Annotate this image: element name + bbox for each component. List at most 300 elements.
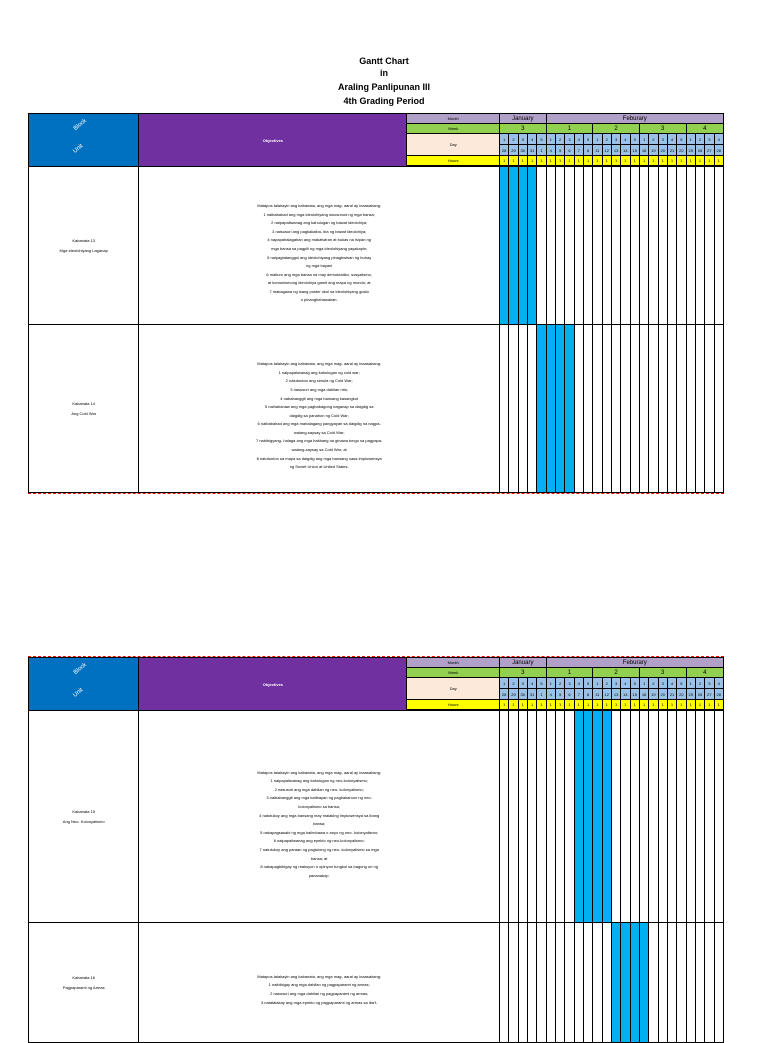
gantt-empty-cell <box>658 325 667 493</box>
objective-line: 7 natutukoy ang paraan ng pagtulong ng neo- kolonyalismo sa mga <box>259 846 379 852</box>
gantt-empty-cell <box>509 711 518 923</box>
month-cell: January <box>499 114 546 124</box>
day-number-cell: 4 <box>667 678 676 689</box>
objective-line: 6 naipapaliwanag ang epekto ng neo-kolonyalismo; <box>273 838 365 844</box>
date-cell: 20 <box>658 689 667 700</box>
date-cell: 28 <box>499 689 508 700</box>
title-line: Gantt Chart <box>359 56 409 66</box>
day-number-cell: 4 <box>714 134 723 145</box>
week-cell: 2 <box>593 668 640 678</box>
hours-cell: 1 <box>509 700 518 710</box>
block-unit-header <box>29 658 139 711</box>
objective-line: 2 nasusuri ang mga dahilan ng neo- kolonyalismo; <box>274 786 364 792</box>
day-number-cell: 4 <box>621 134 630 145</box>
gantt-bar-cell <box>518 167 527 325</box>
gantt-empty-cell <box>649 711 658 923</box>
gantt-empty-cell <box>527 325 536 493</box>
gantt-empty-cell <box>574 923 583 1043</box>
gantt-empty-cell <box>686 923 695 1043</box>
date-cell: 18 <box>639 145 648 156</box>
date-cell: 14 <box>621 145 630 156</box>
day-number-cell: 5 <box>630 678 639 689</box>
objective-line: kolonyalismo sa bansa; <box>298 804 340 810</box>
gantt-empty-cell <box>705 325 714 493</box>
week-cell: 4 <box>686 124 723 134</box>
week-cell: 4 <box>686 668 723 678</box>
hours-cell: 1 <box>527 700 536 710</box>
gantt-empty-cell <box>593 167 602 325</box>
month-label: Month <box>407 658 500 668</box>
day-number-cell: 4 <box>714 678 723 689</box>
gantt-empty-cell <box>621 711 630 923</box>
objective-line: 4 natutukoy ang mga bansang may malaking impluwensya sa ibang <box>259 812 380 818</box>
date-cell: 21 <box>667 689 676 700</box>
objective-line: walang-saysay sa Cold War; <box>293 429 345 435</box>
hours-cell: 1 <box>565 700 574 710</box>
date-cell: 26 <box>695 145 704 156</box>
hours-cell: 1 <box>630 700 639 710</box>
objective-line: at komunismong ideolohiya gamit ang mapa ng mundo; at <box>267 280 371 286</box>
date-cell: 15 <box>630 689 639 700</box>
gantt-empty-cell <box>518 923 527 1043</box>
day-number-cell: 4 <box>667 134 676 145</box>
hours-cell: 1 <box>565 156 574 166</box>
unit-row <box>29 711 724 923</box>
hours-cell: 1 <box>714 700 723 710</box>
date-cell: 5 <box>555 145 564 156</box>
gantt-empty-cell <box>658 923 667 1043</box>
hours-cell: 1 <box>677 156 686 166</box>
date-cell: 28 <box>714 689 723 700</box>
date-cell: 25 <box>686 145 695 156</box>
block-unit-header <box>29 114 139 167</box>
gantt-empty-cell <box>555 167 564 325</box>
gantt-empty-cell <box>630 711 639 923</box>
objectives-header: Objectives <box>139 658 407 711</box>
day-number-cell: 2 <box>602 134 611 145</box>
gantt-empty-cell <box>537 711 546 923</box>
date-cell: 31 <box>527 145 536 156</box>
week-cell: 3 <box>639 668 686 678</box>
gantt-empty-cell <box>667 167 676 325</box>
gantt-bar-cell <box>555 325 564 493</box>
day-number-cell: 5 <box>630 134 639 145</box>
hours-cell: 1 <box>649 156 658 166</box>
date-cell: 27 <box>705 689 714 700</box>
day-number-cell: 1 <box>499 134 508 145</box>
objective-line: 8 natutunton sa mapa sa daigdig ang mga bansang nasa impluwensya <box>256 455 382 461</box>
date-cell: 11 <box>593 689 602 700</box>
gantt-empty-cell <box>602 923 611 1043</box>
objective-line: 3 naibabanggit ang mga katibayan ng pagkakaroon ng neo- <box>266 795 372 801</box>
gantt-empty-cell <box>677 923 686 1043</box>
objective-line: 3 nasusuri ang mga dahilan nito; <box>290 386 349 392</box>
hours-cell: 1 <box>630 156 639 166</box>
gantt-empty-cell <box>630 325 639 493</box>
objective-line: 2 nasusuri ang mga dahilan ng pagpaparami ng armas; <box>270 991 369 996</box>
day-number-cell: 2 <box>509 134 518 145</box>
gantt-bar-cell <box>593 711 602 923</box>
day-number-cell: 5 <box>583 678 592 689</box>
gantt-empty-cell <box>621 325 630 493</box>
date-cell: 5 <box>555 689 564 700</box>
hours-cell: 1 <box>714 156 723 166</box>
gantt-empty-cell <box>574 325 583 493</box>
gantt-empty-cell <box>593 923 602 1043</box>
hours-label: Hours <box>407 156 500 166</box>
date-cell: 14 <box>621 689 630 700</box>
month-label: Month <box>407 114 500 124</box>
gantt-empty-cell <box>639 711 648 923</box>
day-number-cell: 2 <box>602 678 611 689</box>
gantt-empty-cell <box>546 167 555 325</box>
day-number-cell: 3 <box>565 678 574 689</box>
objectives-cell <box>139 923 500 1043</box>
date-cell: 13 <box>611 145 620 156</box>
gantt-empty-cell <box>686 711 695 923</box>
gantt-bar-cell <box>602 711 611 923</box>
objective-line: 3 natatalakay ang mga epekto ng pagpaparami ng armas sa iba't- <box>260 999 378 1005</box>
hours-cell: 1 <box>695 700 704 710</box>
unit-name-cell <box>29 167 139 325</box>
objective-line: 5 nakapagsasabi ng mga halimbawa o anyo ng neo- kolonyalismo; <box>260 829 379 835</box>
gantt-empty-cell <box>565 167 574 325</box>
gantt-empty-cell <box>649 325 658 493</box>
title-line: Araling Panlipunan III <box>337 82 430 92</box>
objective-line: 5 naihahanaw ang mga pagbabagong naganap sa daigdig sa <box>264 404 374 410</box>
week-cell: 1 <box>546 668 593 678</box>
objective-line: 1 naipapaliwanag ang kahulugan ng cold war; <box>278 369 360 375</box>
gantt-empty-cell <box>677 711 686 923</box>
objectives-header: Objectives <box>139 114 407 167</box>
objective-line: 7 nabibigyang- halaga ang mga hakbang na ginawa tungo sa pagpapa- <box>256 438 383 444</box>
objective-line: 8 nakapagbibigay ng reaksyon o opinyon tungkol sa bagong uri ng <box>260 864 378 870</box>
day-number-cell: 5 <box>537 678 546 689</box>
day-number-cell: 1 <box>499 678 508 689</box>
day-number-cell: 3 <box>658 678 667 689</box>
gantt-empty-cell <box>537 923 546 1043</box>
gantt-empty-cell <box>555 923 564 1043</box>
gantt-bar-cell <box>509 167 518 325</box>
hours-cell: 1 <box>705 700 714 710</box>
date-cell: 7 <box>574 689 583 700</box>
day-label: Day <box>407 678 500 700</box>
day-number-cell: 2 <box>555 678 564 689</box>
hours-cell: 1 <box>611 156 620 166</box>
day-number-cell: 2 <box>695 678 704 689</box>
objective-line: 6 naibabahad ang mga mahalagang pangyayari sa daigdig na nagpa- <box>257 421 381 427</box>
unit-header: Unit <box>72 687 85 699</box>
gantt-empty-cell <box>667 325 676 493</box>
objective-line: bansa; <box>313 821 326 827</box>
date-cell: 21 <box>667 145 676 156</box>
day-number-cell: 3 <box>611 134 620 145</box>
gantt-empty-cell <box>677 167 686 325</box>
hours-cell: 1 <box>555 156 564 166</box>
hours-cell: 1 <box>593 156 602 166</box>
gantt-empty-cell <box>695 711 704 923</box>
date-cell: 4 <box>546 145 555 156</box>
hours-cell: 1 <box>686 156 695 166</box>
unit-name-line: Kabanata 13 <box>72 237 96 243</box>
gantt-bar-cell <box>499 167 508 325</box>
date-cell: 8 <box>583 145 592 156</box>
gantt-empty-cell <box>499 325 508 493</box>
date-cell: 28 <box>714 145 723 156</box>
objective-line: 1 naipapaliwanag ang kahulugan ng neo-kolonyalismo; <box>270 778 368 784</box>
day-number-cell: 3 <box>565 134 574 145</box>
objective-line: 7 makagawa ng isang poster ukol sa ideolohiyang gusto <box>269 288 369 294</box>
gantt-empty-cell <box>677 325 686 493</box>
objective-line: daigdig sa panahon ng Cold War; <box>289 412 349 418</box>
unit-name-cell <box>29 923 139 1043</box>
day-number-cell: 2 <box>555 134 564 145</box>
hours-cell: 1 <box>639 700 648 710</box>
objective-line: 3 naisusuri ang pagkakaiba- iba ng bawat ideolohiya; <box>272 228 367 234</box>
day-number-cell: 5 <box>677 134 686 145</box>
gantt-empty-cell <box>583 923 592 1043</box>
gantt-empty-cell <box>630 167 639 325</box>
objectives-cell <box>139 325 500 493</box>
month-cell: Feburary <box>546 114 723 124</box>
hours-cell: 1 <box>602 156 611 166</box>
date-cell: 7 <box>574 145 583 156</box>
hours-label: Hours <box>407 700 500 710</box>
date-cell: 27 <box>705 145 714 156</box>
week-cell: 1 <box>546 124 593 134</box>
day-number-cell: 3 <box>658 134 667 145</box>
gantt-empty-cell <box>527 923 536 1043</box>
objective-line: 4 nababanggit ang mga bansang kasangkot <box>280 395 359 401</box>
week-cell: 3 <box>499 668 546 678</box>
gantt-table <box>28 657 724 1043</box>
hours-cell: 1 <box>649 700 658 710</box>
gantt-bar-cell <box>574 711 583 923</box>
date-cell: 30 <box>518 145 527 156</box>
date-cell: 12 <box>602 145 611 156</box>
hours-cell: 1 <box>499 156 508 166</box>
hours-cell: 1 <box>705 156 714 166</box>
gantt-empty-cell <box>583 325 592 493</box>
gantt-empty-cell <box>527 711 536 923</box>
hours-cell: 1 <box>509 156 518 166</box>
objectives-cell <box>139 167 500 325</box>
title-line: in <box>380 68 388 78</box>
unit-name-line: Pagpaparami ng Armas <box>62 984 105 990</box>
date-cell: 22 <box>677 145 686 156</box>
unit-name-line: Kabanata 15 <box>72 808 96 814</box>
day-number-cell: 1 <box>639 678 648 689</box>
gantt-empty-cell <box>602 325 611 493</box>
hours-cell: 1 <box>574 156 583 166</box>
date-cell: 11 <box>593 145 602 156</box>
unit-name-line: Kabanata 16 <box>72 974 96 980</box>
unit-name-line: Ang Cold War <box>71 410 97 416</box>
gantt-empty-cell <box>499 711 508 923</box>
block-header: Block <box>72 117 88 133</box>
hours-cell: 1 <box>677 700 686 710</box>
day-number-cell: 3 <box>705 678 714 689</box>
objective-heading: Matapos talakayin ang kabanata, ang mga mag- aaral ay inaasahang: <box>257 202 382 208</box>
date-cell: 22 <box>677 689 686 700</box>
gantt-empty-cell <box>658 167 667 325</box>
gantt-empty-cell <box>705 167 714 325</box>
hours-cell: 1 <box>593 700 602 710</box>
objective-line: ng Soviet Union at United States. <box>289 464 349 470</box>
day-number-cell: 2 <box>649 678 658 689</box>
date-cell: 1 <box>537 689 546 700</box>
gantt-bar-cell <box>621 923 630 1043</box>
day-number-cell: 1 <box>686 678 695 689</box>
day-number-cell: 2 <box>695 134 704 145</box>
day-number-cell: 1 <box>593 134 602 145</box>
title-line: 4th Grading Period <box>343 96 425 106</box>
objective-line: 1 naibabahad ang mga ideolohiyang sinusunod ng mga bansa; <box>263 211 375 217</box>
gantt-empty-cell <box>509 325 518 493</box>
hours-cell: 1 <box>686 700 695 710</box>
day-number-cell: 3 <box>611 678 620 689</box>
gantt-empty-cell <box>546 923 555 1043</box>
gantt-bar-cell <box>630 923 639 1043</box>
date-cell: 19 <box>649 689 658 700</box>
gantt-empty-cell <box>565 711 574 923</box>
date-cell: 30 <box>518 689 527 700</box>
objective-line: ng mga bayani <box>306 263 333 269</box>
gantt-bar-cell <box>639 923 648 1043</box>
date-cell: 4 <box>546 689 555 700</box>
unit-row <box>29 167 724 325</box>
unit-row <box>29 923 724 1043</box>
objective-line: 2 naipapaliwanag ang kahulugan ng bawat ideolohiya; <box>271 220 368 226</box>
hours-cell: 1 <box>527 156 536 166</box>
gantt-empty-cell <box>555 711 564 923</box>
gantt-empty-cell <box>714 711 723 923</box>
day-number-cell: 1 <box>686 134 695 145</box>
gantt-empty-cell <box>649 923 658 1043</box>
gantt-empty-cell <box>714 325 723 493</box>
objective-heading: Matapos talakayin ang kabanata, ang mga mag- aaral ay inaasahang: <box>257 973 382 979</box>
day-number-cell: 4 <box>527 134 536 145</box>
date-cell: 6 <box>565 689 574 700</box>
gantt-empty-cell <box>714 167 723 325</box>
date-cell: 29 <box>509 689 518 700</box>
hours-cell: 1 <box>611 700 620 710</box>
objective-line: mga bansa sa pagpili ng mga ideolohiyang yayakapin; <box>271 245 368 251</box>
gantt-empty-cell <box>714 923 723 1043</box>
day-number-cell: 2 <box>509 678 518 689</box>
gantt-empty-cell <box>574 167 583 325</box>
hours-cell: 1 <box>518 156 527 166</box>
date-cell: 1 <box>537 145 546 156</box>
unit-name-line: Ang Neo- Kolonyalismo <box>62 818 105 824</box>
day-number-cell: 5 <box>583 134 592 145</box>
hours-cell: 1 <box>546 700 555 710</box>
hours-cell: 1 <box>639 156 648 166</box>
hours-cell: 1 <box>695 156 704 166</box>
day-number-cell: 1 <box>546 134 555 145</box>
date-cell: 13 <box>611 689 620 700</box>
objective-line: o pinanghahawakan. <box>300 297 338 303</box>
gantt-empty-cell <box>602 167 611 325</box>
gantt-empty-cell <box>518 711 527 923</box>
date-cell: 31 <box>527 689 536 700</box>
day-number-cell: 4 <box>574 134 583 145</box>
hours-cell: 1 <box>667 700 676 710</box>
gantt-empty-cell <box>639 167 648 325</box>
gantt-empty-cell <box>705 711 714 923</box>
week-cell: 3 <box>499 124 546 134</box>
gantt-table <box>28 113 724 493</box>
day-number-cell: 4 <box>527 678 536 689</box>
hours-cell: 1 <box>537 156 546 166</box>
day-number-cell: 4 <box>574 678 583 689</box>
day-number-cell: 1 <box>593 678 602 689</box>
gantt-empty-cell <box>658 711 667 923</box>
gantt-empty-cell <box>705 923 714 1043</box>
day-number-cell: 1 <box>546 678 555 689</box>
day-number-cell: 5 <box>537 134 546 145</box>
gantt-bar-cell <box>611 923 620 1043</box>
day-number-cell: 5 <box>677 678 686 689</box>
day-number-cell: 3 <box>705 134 714 145</box>
gantt-empty-cell <box>667 711 676 923</box>
gantt-empty-cell <box>583 167 592 325</box>
gantt-bar-cell <box>583 711 592 923</box>
unit-name-cell <box>29 325 139 493</box>
gantt-empty-cell <box>611 167 620 325</box>
block-header: Block <box>72 661 88 677</box>
objective-line: walang-saysay sa Cold War; at <box>291 447 347 453</box>
week-cell: 3 <box>639 124 686 134</box>
date-cell: 20 <box>658 145 667 156</box>
objective-line: 5 naipagtatanggol ang ideolohiyang pinagbwisan ng buhay <box>267 254 372 260</box>
objective-line: 6 maituro ang mga bansa na may demokratiko, sosyalismo, <box>266 271 372 277</box>
month-cell: January <box>499 658 546 668</box>
gantt-empty-cell <box>499 923 508 1043</box>
hours-cell: 1 <box>518 700 527 710</box>
gantt-empty-cell <box>695 923 704 1043</box>
objective-heading: Matapos talakayin ang kabanata, ang mga mag- aaral ay inaasahang: <box>257 361 382 367</box>
hours-cell: 1 <box>574 700 583 710</box>
gantt-empty-cell <box>509 923 518 1043</box>
gantt-bar-cell <box>527 167 536 325</box>
week-label: Week <box>407 124 500 134</box>
day-number-cell: 1 <box>639 134 648 145</box>
objective-line: 2 natutunton ang simula ng Cold War; <box>285 378 353 384</box>
gantt-empty-cell <box>546 711 555 923</box>
day-number-cell: 3 <box>518 134 527 145</box>
hours-cell: 1 <box>555 700 564 710</box>
gantt-empty-cell <box>593 325 602 493</box>
gantt-empty-cell <box>695 325 704 493</box>
gantt-empty-cell <box>518 325 527 493</box>
hours-cell: 1 <box>583 700 592 710</box>
objective-line: pananakop. <box>308 872 330 878</box>
hours-cell: 1 <box>658 156 667 166</box>
hours-cell: 1 <box>667 156 676 166</box>
date-cell: 28 <box>499 145 508 156</box>
gantt-bar-cell <box>546 325 555 493</box>
day-number-cell: 4 <box>621 678 630 689</box>
gantt-empty-cell <box>611 325 620 493</box>
gantt-empty-cell <box>667 923 676 1043</box>
objectives-cell <box>139 711 500 923</box>
hours-cell: 1 <box>621 700 630 710</box>
month-cell: Feburary <box>546 658 723 668</box>
date-cell: 15 <box>630 145 639 156</box>
objective-line: 1 naibibigay ang mga dahilan ng pagpaparami ng armas; <box>268 982 370 988</box>
unit-header: Unit <box>72 143 85 155</box>
